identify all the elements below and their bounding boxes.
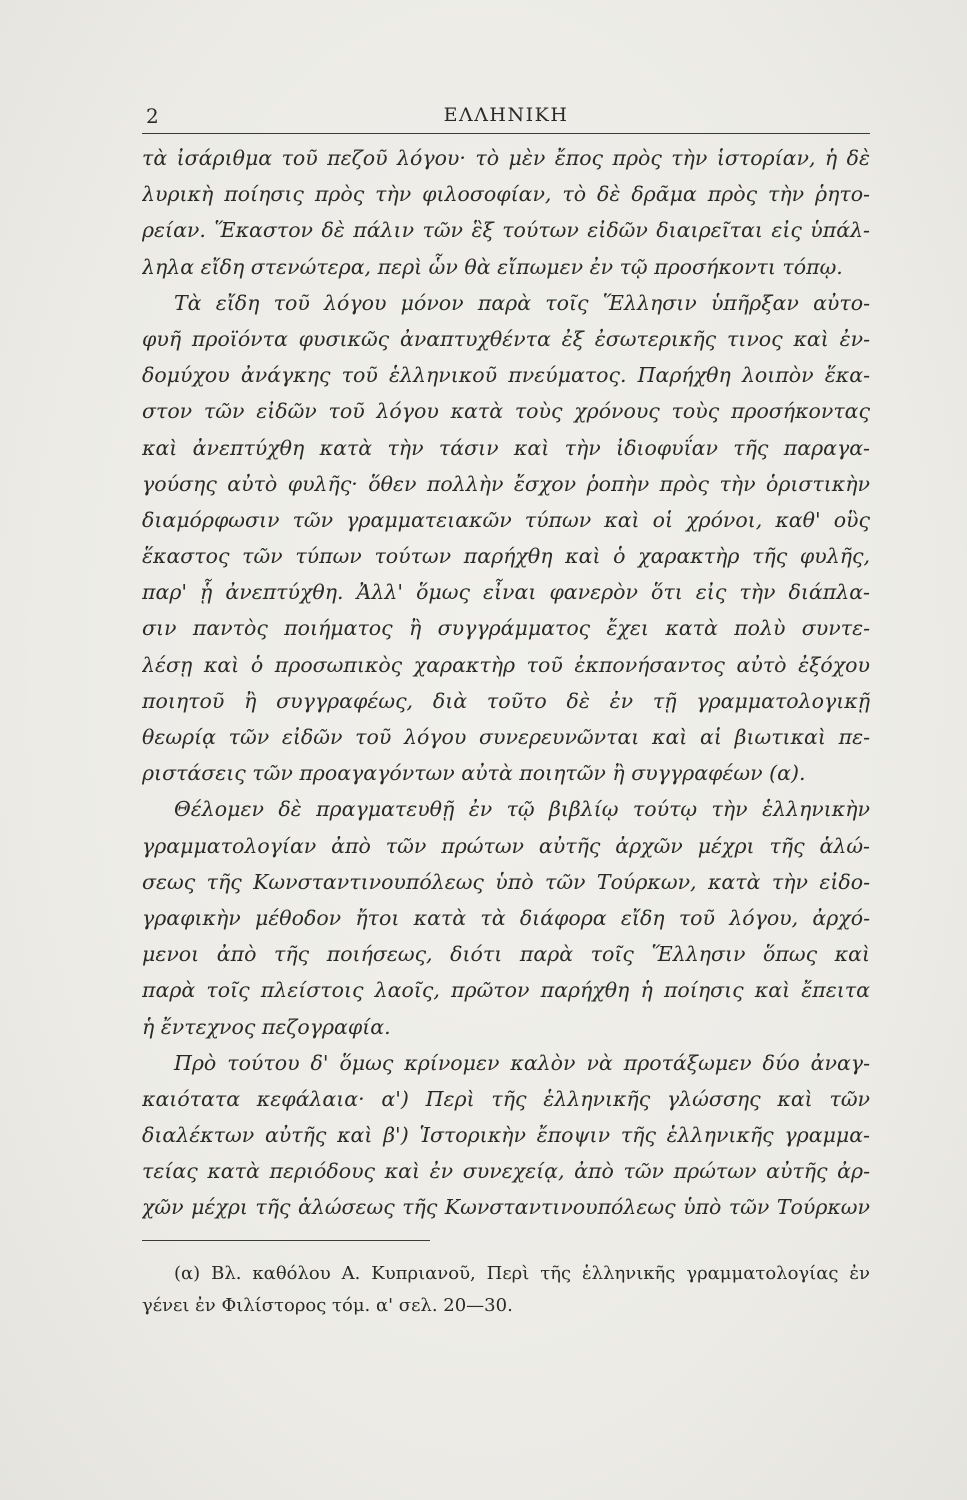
footnote-line: (α) Βλ. καθόλου Α. Κυπριανοῦ, Περὶ τῆς ἑλληνικῆς γραμματολογίας ἐν <box>174 1263 870 1284</box>
text-line: διαλέκτων αὐτῆς καὶ β') Ἱστορικὴν ἔποψιν τῆς ἑλληνικῆς γραμμα- <box>142 1123 870 1148</box>
footnote-rule <box>142 1240 430 1241</box>
text-line: ληλα εἴδη στενώτερα, περὶ ὧν θὰ εἴπωμεν ἐν τῷ προσήκοντι τόπῳ. <box>142 254 843 279</box>
page-header <box>142 104 870 128</box>
text-line: ποιητοῦ ἢ συγγραφέως, διὰ τοῦτο δὲ ἐν τῇ γραμματολογικῇ <box>142 688 870 713</box>
page-number: 2 <box>146 104 160 128</box>
footnote-line: γένει ἐν Φιλίστορος τόμ. α' σελ. 20—30. <box>142 1295 513 1316</box>
text-line: στον τῶν εἰδῶν τοῦ λόγου κατὰ τοὺς χρόνους τοὺς προσήκοντας <box>142 399 870 424</box>
text-line: τείας κατὰ περιόδους καὶ ἐν συνεχείᾳ, ἀπὸ τῶν πρώτων αὐτῆς ἀρ- <box>142 1159 870 1184</box>
text-line: καὶ ἀνεπτύχθη κατὰ τὴν τάσιν καὶ τὴν ἰδιοφυΐαν τῆς παραγα- <box>142 435 870 460</box>
text-line: θεωρίᾳ τῶν εἰδῶν τοῦ λόγου συνερευνῶνται καὶ αἱ βιωτικαὶ πε- <box>142 725 870 749</box>
text-line: τὰ ἰσάριθμα τοῦ πεζοῦ λόγου· τὸ μὲν ἔπος πρὸς τὴν ἱστορίαν, ἡ δὲ <box>142 146 870 170</box>
text-line: Τὰ εἴδη τοῦ λόγου μόνον παρὰ τοῖς Ἕλλησιν ὑπῆρξαν αὐτο- <box>174 290 870 315</box>
text-line: δομύχου ἀνάγκης τοῦ ἑλληνικοῦ πνεύματος. Παρήχθη λοιπὸν ἕκα- <box>142 363 870 388</box>
running-title: ΕΛΛΗΝΙΚΗ <box>443 104 569 126</box>
text-line: Πρὸ τούτου δ' ὅμως κρίνομεν καλὸν νὰ προτάξωμεν δύο ἀναγ- <box>174 1050 870 1075</box>
text-line: ἕκαστος τῶν τύπων τούτων παρήχθη καὶ ὁ χαρακτὴρ τῆς φυλῆς, <box>142 544 870 569</box>
header-rule <box>142 133 870 134</box>
text-line: παρ' ᾗ ἀνεπτύχθη. Ἀλλ' ὅμως εἶναι φανερὸν ὅτι εἰς τὴν διάπλα- <box>142 580 870 605</box>
text-line: διαμόρφωσιν τῶν γραμματειακῶν τύπων καὶ οἱ χρόνοι, καθ' οὓς <box>142 507 870 532</box>
text-line: σιν παντὸς ποιήματος ἢ συγγράμματος ἔχει κατὰ πολὺ συντε- <box>142 616 870 641</box>
text-line: γραμματολογίαν ἀπὸ τῶν πρώτων αὐτῆς ἀρχῶν μέχρι τῆς ἁλώ- <box>142 833 870 858</box>
text-line: μενοι ἀπὸ τῆς ποιήσεως, διότι παρὰ τοῖς Ἕλλησιν ὅπως καὶ <box>142 942 870 967</box>
text-line: καιότατα κεφάλαια· α') Περὶ τῆς ἑλληνικῆς γλώσσης καὶ τῶν <box>142 1086 870 1111</box>
text-line: φυῆ προϊόντα φυσικῶς ἀναπτυχθέντα ἐξ ἐσωτερικῆς τινος καὶ ἐν- <box>142 326 870 351</box>
text-line: σεως τῆς Κωνσταντινουπόλεως ὑπὸ τῶν Τούρκων, κατὰ τὴν εἰδο- <box>142 869 870 894</box>
text-line: λέσῃ καὶ ὁ προσωπικὸς χαρακτὴρ τοῦ ἐκπονήσαντος αὐτὸ ἐξόχου <box>142 652 870 677</box>
text-line: λυρικὴ ποίησις πρὸς τὴν φιλοσοφίαν, τὸ δὲ δρᾶμα πρὸς τὴν ῥητο- <box>142 182 870 207</box>
text-line: ἡ ἔντεχνος πεζογραφία. <box>142 1014 391 1039</box>
text-line: Θέλομεν δὲ πραγματευθῇ ἐν τῷ βιβλίῳ τούτῳ τὴν ἑλληνικὴν <box>174 797 870 822</box>
footnotes <box>142 1258 870 1322</box>
text-line: παρὰ τοῖς πλείστοις λαοῖς, πρῶτον παρήχθη ἡ ποίησις καὶ ἔπειτα <box>142 978 870 1003</box>
text-line: χῶν μέχρι τῆς ἁλώσεως τῆς Κωνσταντινουπόλεως ὑπὸ τῶν Τούρκων <box>142 1195 870 1220</box>
text-line: γραφικὴν μέθοδον ἤτοι κατὰ τὰ διάφορα εἴδη τοῦ λόγου, ἀρχό- <box>142 905 870 930</box>
text-line: γούσης αὐτὸ φυλῆς· ὅθεν πολλὴν ἔσχον ῥοπὴν πρὸς τὴν ὁριστικὴν <box>142 471 870 496</box>
text-line: ρείαν. Ἕκαστον δὲ πάλιν τῶν ἓξ τούτων εἰδῶν διαιρεῖται εἰς ὑπάλ- <box>142 218 870 243</box>
body-text <box>142 140 870 1226</box>
text-line: ριστάσεις τῶν προαγαγόντων αὐτὰ ποιητῶν ἢ συγγραφέων (α). <box>142 761 806 786</box>
